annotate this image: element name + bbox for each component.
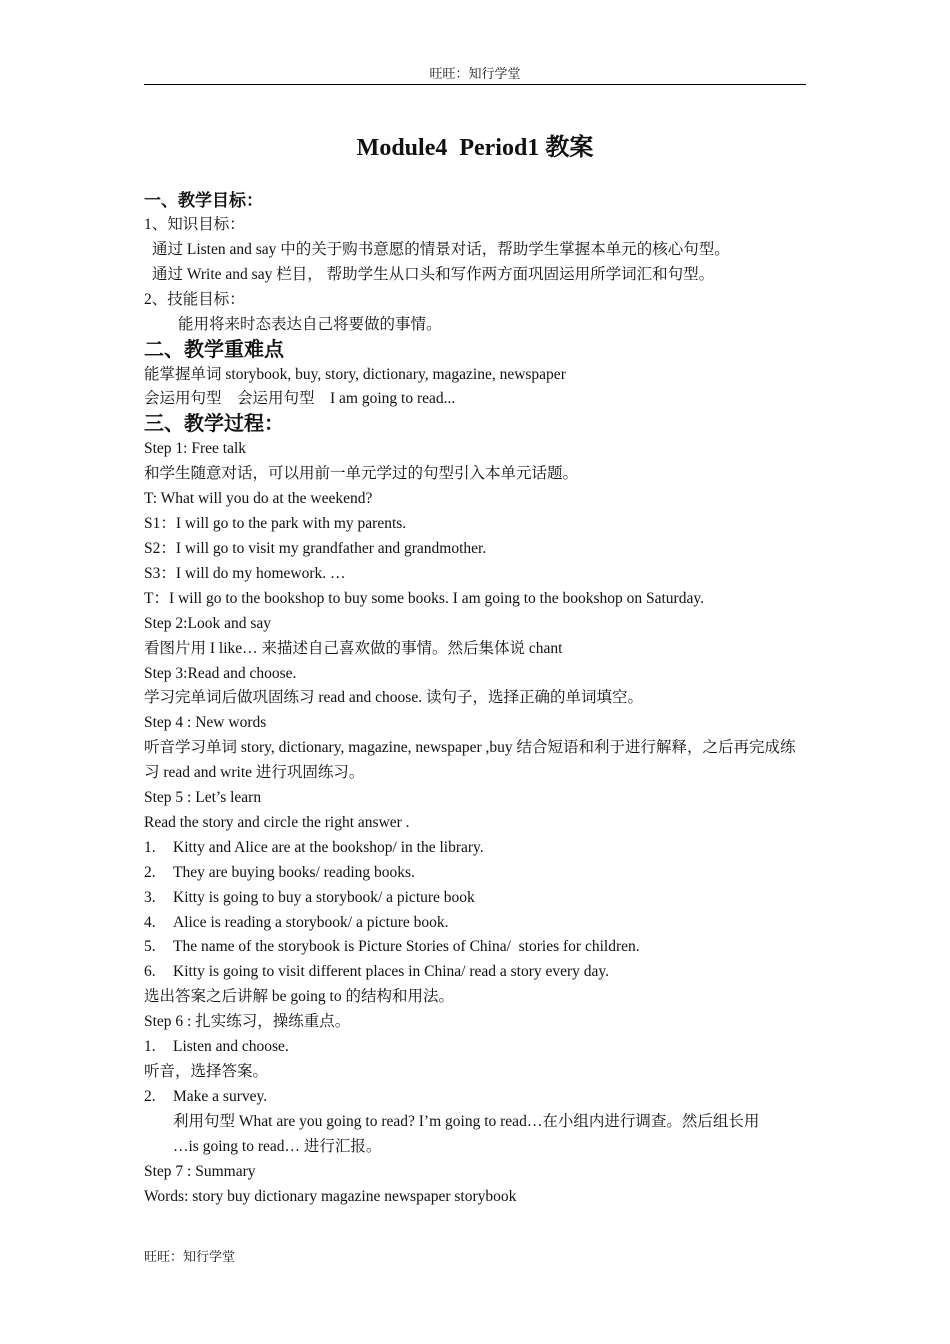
list-item-text: They are buying books/ reading books. (173, 863, 415, 881)
list-item (144, 960, 806, 985)
list-item-number: 1. (144, 838, 156, 856)
step-title: Step 3:Read and choose. (144, 664, 297, 682)
list-item (144, 935, 806, 960)
footer-text: 旺旺：知行学堂 (144, 1249, 236, 1264)
list-item (144, 861, 806, 886)
list-item-text: Make a survey. (173, 1087, 268, 1105)
step-title: Step 2:Look and say (144, 614, 271, 632)
step-title: Step 7 : Summary (144, 1162, 256, 1180)
section-heading-process: 三、教学过程： (144, 413, 284, 436)
section-heading-objectives: 一、教学目标： (144, 191, 263, 210)
list-item-text: Listen and choose. (173, 1038, 289, 1056)
list-item-text: Kitty is going to buy a storybook/ a picture book (173, 888, 475, 906)
document-title: Module4 Period1 教案 (356, 135, 594, 161)
dialog-line: S1：I will go to the park with my parents. (144, 515, 407, 533)
step-description: 看图片用 I like… 来描述自己喜欢做的事情。然后集体说 chant (144, 639, 563, 657)
step-description: 和学生随意对话，可以用前一单元学过的句型引入本单元话题。 (144, 465, 579, 483)
step-description: 学习完单词后做巩固练习 read and choose. 读句子，选择正确的单词填空。 (144, 689, 643, 707)
page-header (144, 64, 806, 85)
list-item-text: Kitty and Alice are at the bookshop/ in the library. (173, 838, 484, 856)
list-item (144, 1035, 806, 1060)
skill-goal-label: 2、技能目标： (144, 290, 245, 308)
list-item-number: 2. (144, 1087, 156, 1105)
document-body (144, 188, 806, 1209)
key-point-line: 能掌握单词 storybook, buy, story, dictionary, magazine, newspaper (144, 365, 566, 383)
step-description: Read the story and circle the right answer . (144, 813, 410, 831)
step-description: 利用句型 What are you going to read? I’m going to read…在小组内进行调查。然后组长用 (173, 1112, 760, 1130)
header-text: 旺旺：知行学堂 (429, 66, 521, 81)
step-description: 听音学习单词 story, dictionary, magazine, newspaper ,buy 结合短语和利于进行解释，之后再完成练习 read and write 进行巩固练习。 (144, 739, 796, 782)
skill-goal-line: 能用将来时态表达自己将要做的事情。 (178, 315, 442, 333)
list-item-number: 4. (144, 913, 156, 931)
list-item-number: 1. (144, 1038, 156, 1056)
summary-words: Words: story buy dictionary magazine newspaper storybook (144, 1187, 517, 1205)
list-item-number: 2. (144, 863, 156, 881)
page-footer (144, 1247, 235, 1267)
key-point-line: 会运用句型 会运用句型 I am going to read... (144, 390, 456, 408)
list-item-number: 5. (144, 938, 156, 956)
list-item (144, 911, 806, 936)
dialog-line: S3：I will do my homework. … (144, 564, 346, 582)
step-title: Step 6 : 扎实练习，操练重点。 (144, 1013, 351, 1031)
step-title: Step 5 : Let’s learn (144, 789, 262, 807)
step-title: Step 1: Free talk (144, 440, 247, 458)
list-item (144, 836, 806, 861)
dialog-line: T: What will you do at the weekend? (144, 490, 373, 508)
list-item-number: 6. (144, 963, 156, 981)
dialog-line: T：I will go to the bookshop to buy some books. I am going to the bookshop on Saturday. (144, 589, 704, 607)
section-heading-key-points: 二、教学重难点 (144, 338, 284, 361)
list-item (144, 886, 806, 911)
knowledge-goal-line: 通过 Listen and say 中的关于购书意愿的情景对话，帮助学生掌握本单元的核心句型。 (152, 240, 730, 258)
step-description: …is going to read… 进行汇报。 (173, 1137, 382, 1155)
list-item-text: Alice is reading a storybook/ a picture book. (173, 913, 449, 931)
list-item-text: Kitty is going to visit different places in China/ read a story every day. (173, 963, 610, 981)
knowledge-goal-line: 通过 Write and say 栏目， 帮助学生从口头和写作两方面巩固运用所学词汇和句型。 (152, 265, 715, 283)
step-title: Step 4 : New words (144, 714, 267, 732)
knowledge-goal-label: 1、知识目标： (144, 216, 245, 233)
dialog-line: S2：I will go to visit my grandfather and grandmother. (144, 539, 487, 557)
list-item (144, 1085, 806, 1110)
list-item-number: 3. (144, 888, 156, 906)
list-item-text: The name of the storybook is Picture Stories of China/ stories for children. (173, 938, 640, 956)
step-description: 听音，选择答案。 (144, 1063, 269, 1080)
step-note: 选出答案之后讲解 be going to 的结构和用法。 (144, 988, 454, 1006)
